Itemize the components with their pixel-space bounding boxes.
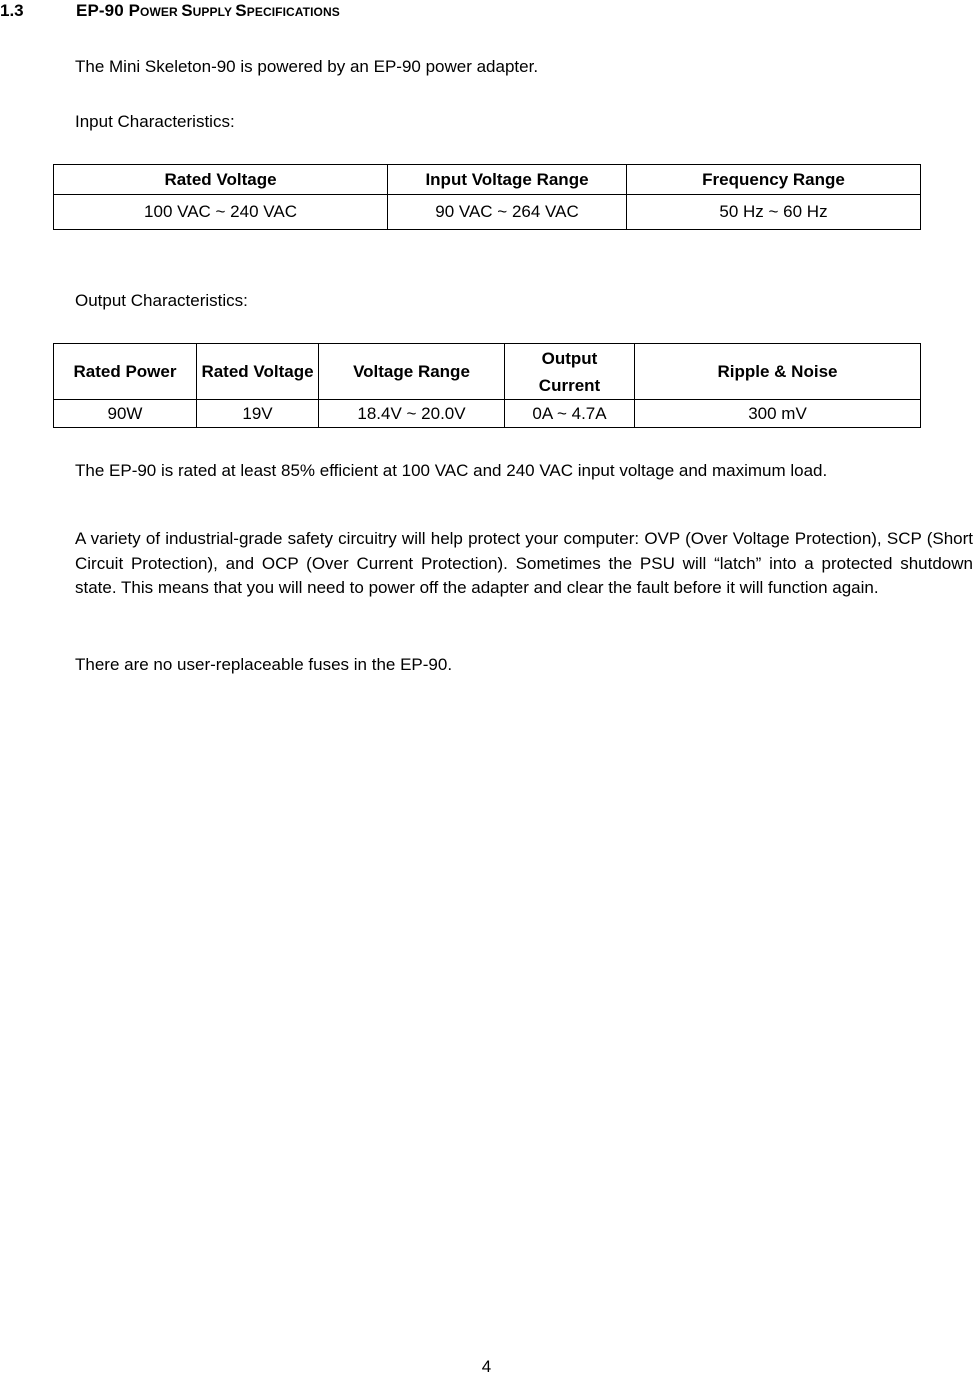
table-cell: 0A ~ 4.7A xyxy=(505,400,635,428)
column-header: Voltage Range xyxy=(319,344,505,400)
fuses-paragraph: There are no user-replaceable fuses in the EP-90. xyxy=(75,655,453,674)
table-cell: 18.4V ~ 20.0V xyxy=(319,400,505,428)
table-cell: 100 VAC ~ 240 VAC xyxy=(54,195,388,230)
output-characteristics-label: Output Characteristics: xyxy=(75,291,248,310)
section-title-part: S xyxy=(235,1,247,20)
section-number: 1.3 xyxy=(0,1,24,20)
input-characteristics-table xyxy=(53,164,921,230)
column-header: Rated Voltage xyxy=(197,344,319,400)
section-title-part: EP-90 xyxy=(76,1,129,20)
column-header: Ripple & Noise xyxy=(635,344,921,400)
section-title-part: PECIFICATIONS xyxy=(246,5,340,19)
input-characteristics-label: Input Characteristics: xyxy=(75,112,235,131)
table-cell: 19V xyxy=(197,400,319,428)
efficiency-paragraph: The EP-90 is rated at least 85% efficient at 100 VAC and 240 VAC input voltage and maximum load. xyxy=(75,461,828,480)
table-cell: 300 mV xyxy=(635,400,921,428)
page-number: 4 xyxy=(481,1357,492,1376)
column-header: Rated Power xyxy=(54,344,197,400)
intro-paragraph: The Mini Skeleton-90 is powered by an EP-90 power adapter. xyxy=(75,57,539,76)
section-title-part: UPPLY xyxy=(192,5,236,19)
column-header: Rated Voltage xyxy=(54,165,388,195)
table-cell: 90 VAC ~ 264 VAC xyxy=(388,195,627,230)
section-title xyxy=(76,0,340,23)
table-cell: 50 Hz ~ 60 Hz xyxy=(627,195,921,230)
table-header-row xyxy=(54,165,921,195)
table-cell: 90W xyxy=(54,400,197,428)
section-title-part: S xyxy=(181,1,193,20)
column-header: Output Current xyxy=(505,344,635,400)
output-characteristics-table xyxy=(53,343,921,428)
table-row xyxy=(54,195,921,230)
safety-paragraph: A variety of industrial-grade safety circuitry will help protect your computer: OVP (Over Voltage Protection), SCP (Short Circuit Protection), and OCP (Over Current Protection). Sometimes the PSU will “latch” into a protected shutdown state. This means that you will need to power off the adapter and clear the fault before it will function again. xyxy=(75,529,973,597)
column-header: Frequency Range xyxy=(627,165,921,195)
column-header: Input Voltage Range xyxy=(388,165,627,195)
section-title-part: P xyxy=(128,1,141,20)
table-row xyxy=(54,400,921,428)
section-title-part: OWER xyxy=(140,5,182,19)
table-header-row xyxy=(54,344,921,400)
